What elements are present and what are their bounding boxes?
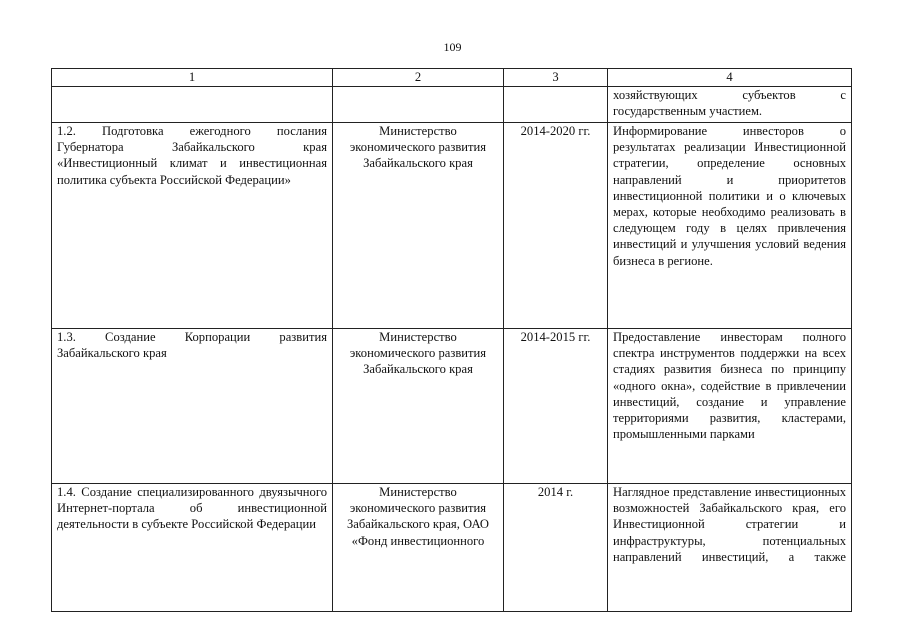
result-cell: Предоставление инвесторам полного спектра инструментов поддержки на всех стадиях развития бизнеса по принципу «одного окна», содействие в привлечении инвестиций, создание и управление территориями развития, кластерами, промышленными парками: [608, 329, 852, 484]
measure-cell: [52, 87, 333, 123]
executor-cell: [333, 87, 504, 123]
period-cell: [504, 87, 608, 123]
table-row: [52, 123, 852, 329]
table-row: [52, 329, 852, 484]
executor-cell: Министерство экономического развития Забайкальского края: [333, 329, 504, 484]
measure-cell: 1.2. Подготовка ежегодного послания Губернатора Забайкальского края «Инвестиционный климат и инвестиционная политика субъекта Российской Федерации»: [52, 123, 333, 329]
result-cell: Наглядное представление инвестиционных возможностей Забайкальского края, его Инвестиционной стратегии и инфраструктуры, потенциальных направлений инвестиций, а также: [608, 484, 852, 612]
header-col-1: 1: [52, 69, 333, 87]
result-cell: Информирование инвесторов о результатах реализации Инвестиционной стратегии, определение основных направлений и приоритетов инвестиционной политики и о ключевых мерах, которые необходимо реализовать в следующем году в целях привлечения инвестиций и улучшения условий ведения бизнеса в регионе.: [608, 123, 852, 329]
page-number: 109: [443, 40, 462, 54]
table-row: [52, 87, 852, 123]
period-cell: 2014 г.: [504, 484, 608, 612]
header-col-4: 4: [608, 69, 852, 87]
result-cell: хозяйствующих субъектов с государственным участием.: [608, 87, 852, 123]
header-row: [52, 69, 852, 87]
header-col-2: 2: [333, 69, 504, 87]
period-cell: 2014-2020 гг.: [504, 123, 608, 329]
header-col-3: 3: [504, 69, 608, 87]
executor-cell: Министерство экономического развития Забайкальского края, ОАО «Фонд инвестиционного: [333, 484, 504, 612]
strategy-table: [51, 68, 852, 612]
measure-cell: 1.4. Создание специализированного двуязычного Интернет-портала об инвестиционной деятельности в субъекте Российской Федерации: [52, 484, 333, 612]
period-cell: 2014-2015 гг.: [504, 329, 608, 484]
measure-cell: 1.3. Создание Корпорации развития Забайкальского края: [52, 329, 333, 484]
executor-cell: Министерство экономического развития Забайкальского края: [333, 123, 504, 329]
table-row: [52, 484, 852, 612]
